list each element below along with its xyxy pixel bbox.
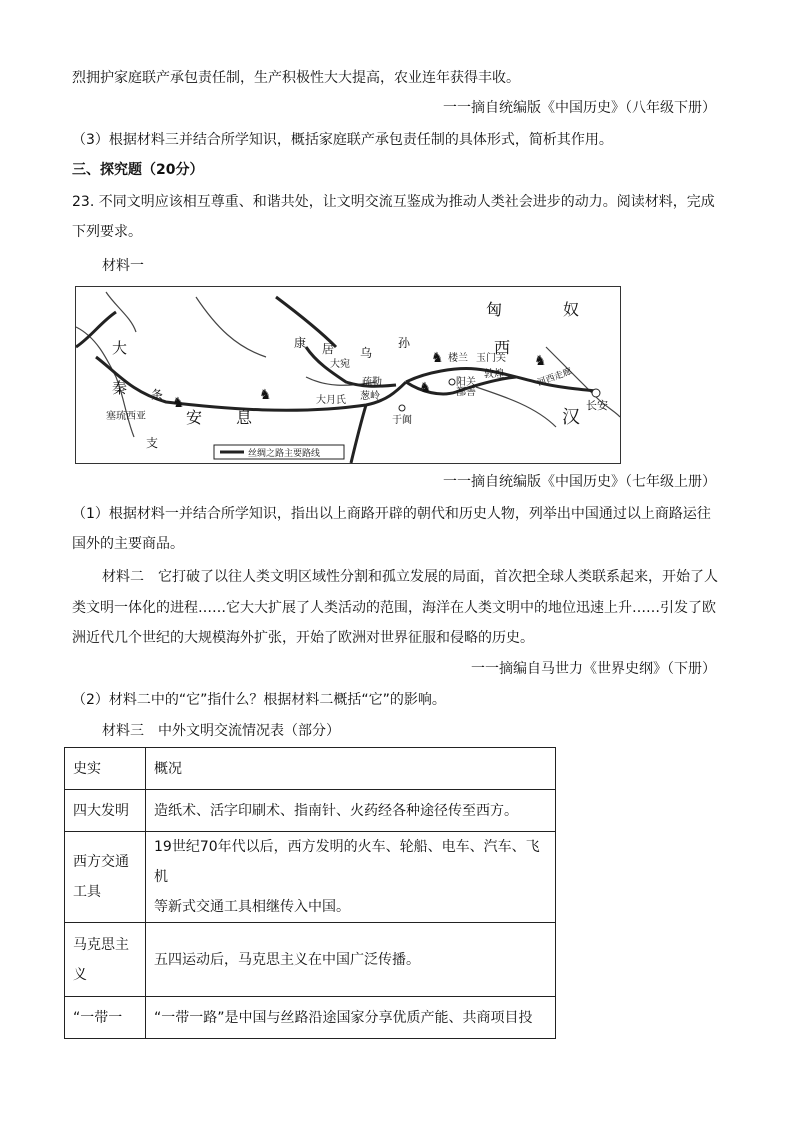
map-label: 玉门关 <box>476 353 506 364</box>
map-label: 葱岭 <box>360 391 380 402</box>
source-citation: 一一摘编自马世力《世界史纲》（下册） <box>471 661 716 677</box>
map-label: 大宛 <box>330 359 350 370</box>
cell-line: 19世纪70年代以后，西方发明的火车、轮船、电车、汽车、飞机 <box>154 839 540 885</box>
river-line <box>196 297 266 357</box>
map-label: 大 <box>112 339 128 357</box>
source-citation: 一一摘自统编版《中国历史》（七年级上册） <box>443 474 716 490</box>
question-23-line2: 下列要求。 <box>72 224 142 240</box>
route-line <box>306 347 396 386</box>
cell-line: 等新式交通工具相继传入中国。 <box>154 899 350 915</box>
map-labels <box>106 300 608 450</box>
river-line <box>106 292 136 332</box>
section-title: 三、探究题（20分） <box>72 162 204 178</box>
legend-label: 丝绸之路主要路线 <box>248 449 321 459</box>
question-23-2: （2）材料二中的“它”指什么？根据材料二概括“它”的影响。 <box>72 692 446 708</box>
cell-line: 工具 <box>73 884 101 900</box>
question-23-1-line1: （1）根据材料一并结合所学知识，指出以上商路开辟的朝代和历史人物，列举出中国通过以上商路运往 <box>72 506 711 522</box>
camel-icon: ♞ <box>259 387 272 403</box>
map-label: 孙 <box>398 336 411 350</box>
map-label: 康 <box>294 336 307 350</box>
map-label: 汉 <box>562 407 580 428</box>
map-label: 于阗 <box>392 415 412 426</box>
map-label: 疏勒 <box>362 377 382 388</box>
map-label: 支 <box>146 436 159 450</box>
camel-icon: ♞ <box>534 353 547 369</box>
material2-line2: 类文明一体化的进程……它大大扩展了人类活动的范围，海洋在人类文明中的地位迅速上升……引发了欧 <box>72 600 716 616</box>
map-label: 条 <box>151 388 164 402</box>
route-line <box>76 312 116 347</box>
table-cell-detail <box>146 832 556 923</box>
map-label: 安 <box>186 408 203 427</box>
map-label: 奴 <box>563 300 580 319</box>
material1-label: 材料一 <box>102 258 144 274</box>
river-line <box>476 387 556 427</box>
table-cell-fact: “一带一 <box>65 997 146 1039</box>
map-label: 秦 <box>112 379 128 397</box>
table-cell-detail: “一带一路”是中国与丝路沿途国家分享优质产能、共商项目投 <box>146 997 556 1039</box>
map-legend <box>214 445 344 459</box>
cell-line: 马克思主 <box>73 936 129 953</box>
map-label: 河西走廊 <box>536 366 574 389</box>
exchange-table <box>64 747 556 1039</box>
town-marker <box>399 405 405 411</box>
cell-line: 义 <box>73 966 87 983</box>
town-marker <box>449 379 455 385</box>
question-22-3: （3）根据材料三并结合所学知识，概括家庭联产承包责任制的具体形式，简析其作用。 <box>72 132 613 148</box>
material2-line1: 材料二 它打破了以往人类文明区域性分割和孤立发展的局面，首次把全球人类联系起来，开始了人 <box>102 569 718 585</box>
question-23-line1: 23. 不同文明应该相互尊重、和谐共处，让文明交流互鉴成为推动人类社会进步的动力。阅读材料，完成 <box>72 194 715 210</box>
map-label: 塞琉西亚 <box>106 411 146 422</box>
source-citation: 一一摘自统编版《中国历史》（八年级下册） <box>443 100 716 116</box>
camel-icon: ♞ <box>419 380 432 396</box>
map-label: 大月氏 <box>316 395 346 406</box>
table-cell-fact: 四大发明 <box>65 790 146 832</box>
table-cell-fact <box>65 923 146 997</box>
table-row <box>65 997 556 1039</box>
cell-line: 西方交通 <box>73 854 129 870</box>
table-header-cell: 概况 <box>146 748 556 790</box>
table-row <box>65 923 556 997</box>
map-label: 鄯善 <box>456 387 476 398</box>
map-label: 敦煌 <box>484 369 504 380</box>
town-marker <box>592 389 600 397</box>
table-cell-fact <box>65 832 146 923</box>
silk-road-map-graphic <box>76 287 620 463</box>
map-label: 西 <box>494 338 511 357</box>
table-cell-detail: 五四运动后，马克思主义在中国广泛传播。 <box>146 923 556 997</box>
table-header-cell: 史实 <box>65 748 146 790</box>
table-cell-detail: 造纸术、活字印刷术、指南针、火药经各种途径传至西方。 <box>146 790 556 832</box>
material2-line3: 洲近代几个世纪的大规模海外扩张，开始了欧洲对世界征服和侵略的历史。 <box>72 630 534 646</box>
map-label: 楼兰 <box>448 353 468 364</box>
map-label: 息 <box>236 408 253 427</box>
material3-label: 材料三 中外文明交流情况表（部分） <box>102 723 340 739</box>
camel-icon: ♞ <box>431 350 444 366</box>
route-line <box>351 405 366 463</box>
camel-icon: ♞ <box>172 395 185 411</box>
question-23-1-line2: 国外的主要商品。 <box>72 536 184 552</box>
map-label: 乌 <box>360 346 373 360</box>
map-label: 居 <box>322 342 335 356</box>
table-header-row <box>65 748 556 790</box>
map-label: 匈 <box>486 300 503 319</box>
map-label: 阳关 <box>456 377 476 388</box>
table-row <box>65 790 556 832</box>
table-row <box>65 832 556 923</box>
map-label: 长安 <box>586 399 608 412</box>
material-text-tail: 烈拥护家庭联产承包责任制，生产积极性大大提高，农业连年获得丰收。 <box>72 70 520 86</box>
silk-road-map <box>75 286 621 464</box>
